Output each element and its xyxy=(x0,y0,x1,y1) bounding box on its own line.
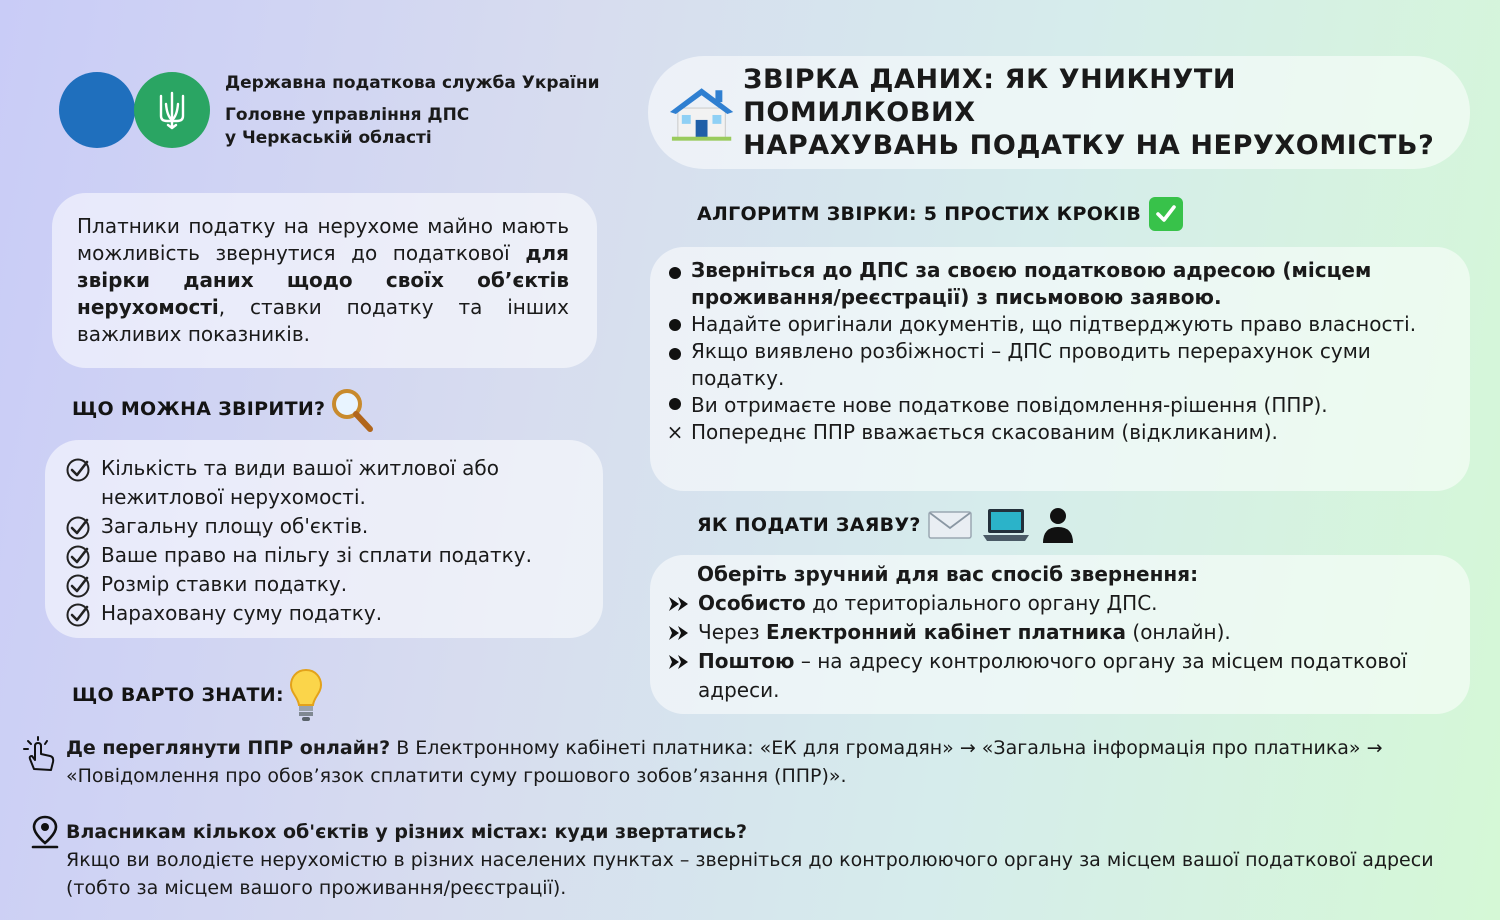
list-item-text: Розмір ставки податку. xyxy=(101,572,348,596)
ppr-online-answer: В Електронному кабінеті платника: «ЕК для громадян» → «Загальна інформація про платника» → «Повідомлення про обов’язок сплатити суму грошового зобов’язання (ППР)». xyxy=(66,737,1383,787)
tap-hand-icon xyxy=(20,735,60,775)
logo-blue-circle xyxy=(59,72,135,148)
step-text: Надайте оригінали документів, що підтверджують право власності. xyxy=(691,312,1417,336)
org-header xyxy=(225,72,600,150)
option-rest: – на адресу контролюючого органу за місцем податкової адреси. xyxy=(698,649,1407,702)
list-item xyxy=(664,257,1450,311)
list-item xyxy=(65,570,593,599)
option-pre: Через xyxy=(698,620,767,644)
person-icon xyxy=(1041,506,1075,544)
magnifier-icon xyxy=(329,385,375,433)
option-rest: (онлайн). xyxy=(1126,620,1231,644)
bullet-dot-icon xyxy=(664,319,686,331)
intro-bold: для звірки даних щодо своїх об’єктів нерухомості xyxy=(77,241,569,319)
multi-city-answer: Якщо ви володієте нерухомістю в різних населених пунктах – зверніться до контролюючого органу за місцем вашої податкової адреси (тобто за місцем вашого проживання/реєстрації). xyxy=(66,849,1434,899)
worth-knowing-heading-text: ЩО ВАРТО ЗНАТИ: xyxy=(72,684,284,706)
list-item xyxy=(668,589,1430,618)
green-check-icon xyxy=(1149,197,1183,231)
intro-card xyxy=(52,193,597,368)
checkmark-circle-icon xyxy=(65,544,91,570)
intro-part-1: Платники податку на нерухоме майно мають можливість звернутися до податкової xyxy=(77,214,569,265)
list-item xyxy=(65,512,593,541)
option-bold: Поштою xyxy=(698,649,795,673)
ppr-online-question: Де переглянути ППР онлайн? xyxy=(66,737,391,759)
checkmark-circle-icon xyxy=(65,515,91,541)
list-item-text: Ваше право на пільгу зі сплати податку. xyxy=(101,543,532,567)
list-item xyxy=(65,454,593,512)
page-title xyxy=(743,63,1470,162)
how-apply-list xyxy=(668,589,1430,705)
step-text: Якщо виявлено розбіжності – ДПС проводить перерахунок суми податку. xyxy=(691,339,1371,390)
location-pin-icon xyxy=(30,815,60,849)
title-line-1: ЗВІРКА ДАНИХ: ЯК УНИКНУТИ ПОМИЛКОВИХ xyxy=(743,64,1237,128)
list-item xyxy=(664,311,1450,338)
option-text xyxy=(698,618,1231,647)
envelope-icon xyxy=(927,508,973,542)
list-item xyxy=(664,392,1450,419)
checkmark-circle-icon xyxy=(65,573,91,599)
title-card xyxy=(648,56,1470,169)
trident-icon xyxy=(157,90,187,130)
how-apply-intro xyxy=(697,560,1430,589)
checkmark-circle-icon xyxy=(65,457,91,483)
intro-part-2: , ставки податку та інших важливих показників. xyxy=(77,295,569,346)
option-rest: до територіального органу ДПС. xyxy=(805,591,1158,615)
option-bold: Особисто xyxy=(698,591,806,615)
what-check-card xyxy=(45,440,603,638)
cross-marker-icon: × xyxy=(666,420,684,444)
algorithm-heading xyxy=(697,194,1183,234)
how-apply-card xyxy=(650,555,1470,714)
logo-green-circle xyxy=(134,72,210,148)
lightbulb-icon xyxy=(288,667,324,723)
step-text: Зверніться до ДПС за своєю податковою адресою (місцем проживання/реєстрації) з письмовою заявою. xyxy=(691,258,1372,309)
list-item xyxy=(664,338,1450,392)
what-check-heading xyxy=(72,384,375,434)
org-name: Державна податкова служба України xyxy=(225,73,600,93)
department-line-1: Головне управління ДПС xyxy=(225,105,470,125)
list-item-text: Нараховану суму податку. xyxy=(101,601,383,625)
double-arrow-icon xyxy=(668,624,690,642)
title-line-2: НАРАХУВАНЬ ПОДАТКУ НА НЕРУХОМІСТЬ? xyxy=(743,130,1435,161)
option-bold: Електронний кабінет платника xyxy=(766,620,1127,644)
bullet-dot-icon xyxy=(664,267,686,279)
list-item-text: Кількість та види вашої житлової або нежитлової нерухомості. xyxy=(101,456,499,509)
how-apply-heading xyxy=(697,504,1075,546)
house-icon xyxy=(666,82,737,144)
ppr-online-info xyxy=(66,734,1491,790)
algorithm-list xyxy=(664,257,1450,446)
multi-city-info xyxy=(66,818,1466,902)
how-apply-intro-text: Оберіть зручний для вас спосіб звернення: xyxy=(697,562,1199,586)
step-text: Попереднє ППР вважається скасованим (відкликаним). xyxy=(691,420,1278,444)
laptop-icon xyxy=(981,507,1031,543)
double-arrow-icon xyxy=(668,653,690,671)
option-text xyxy=(698,647,1430,705)
checkmark-circle-icon xyxy=(65,602,91,628)
list-item xyxy=(668,618,1430,647)
algorithm-card xyxy=(650,247,1470,491)
multi-city-question: Власникам кількох об'єктів у різних містах: куди звертатись? xyxy=(66,821,748,843)
option-text xyxy=(698,589,1158,618)
worth-knowing-heading xyxy=(72,667,324,723)
list-item xyxy=(65,599,593,628)
intro-text xyxy=(77,213,569,348)
double-arrow-icon xyxy=(668,595,690,613)
bullet-dot-icon xyxy=(664,398,686,410)
what-check-heading-text: ЩО МОЖНА ЗВІРИТИ? xyxy=(72,398,326,420)
list-item xyxy=(65,541,593,570)
algorithm-heading-text: АЛГОРИТМ ЗВІРКИ: 5 ПРОСТИХ КРОКІВ xyxy=(697,203,1142,225)
step-text: Ви отримаєте нове податкове повідомлення-рішення (ППР). xyxy=(691,393,1328,417)
list-item xyxy=(668,647,1430,705)
department-line-2: у Черкаській області xyxy=(225,128,432,148)
what-check-list xyxy=(65,454,593,628)
list-item-text: Загальну площу об'єктів. xyxy=(101,514,369,538)
list-item xyxy=(664,419,1450,446)
bullet-dot-icon xyxy=(664,348,686,360)
how-apply-heading-text: ЯК ПОДАТИ ЗАЯВУ? xyxy=(697,514,921,536)
